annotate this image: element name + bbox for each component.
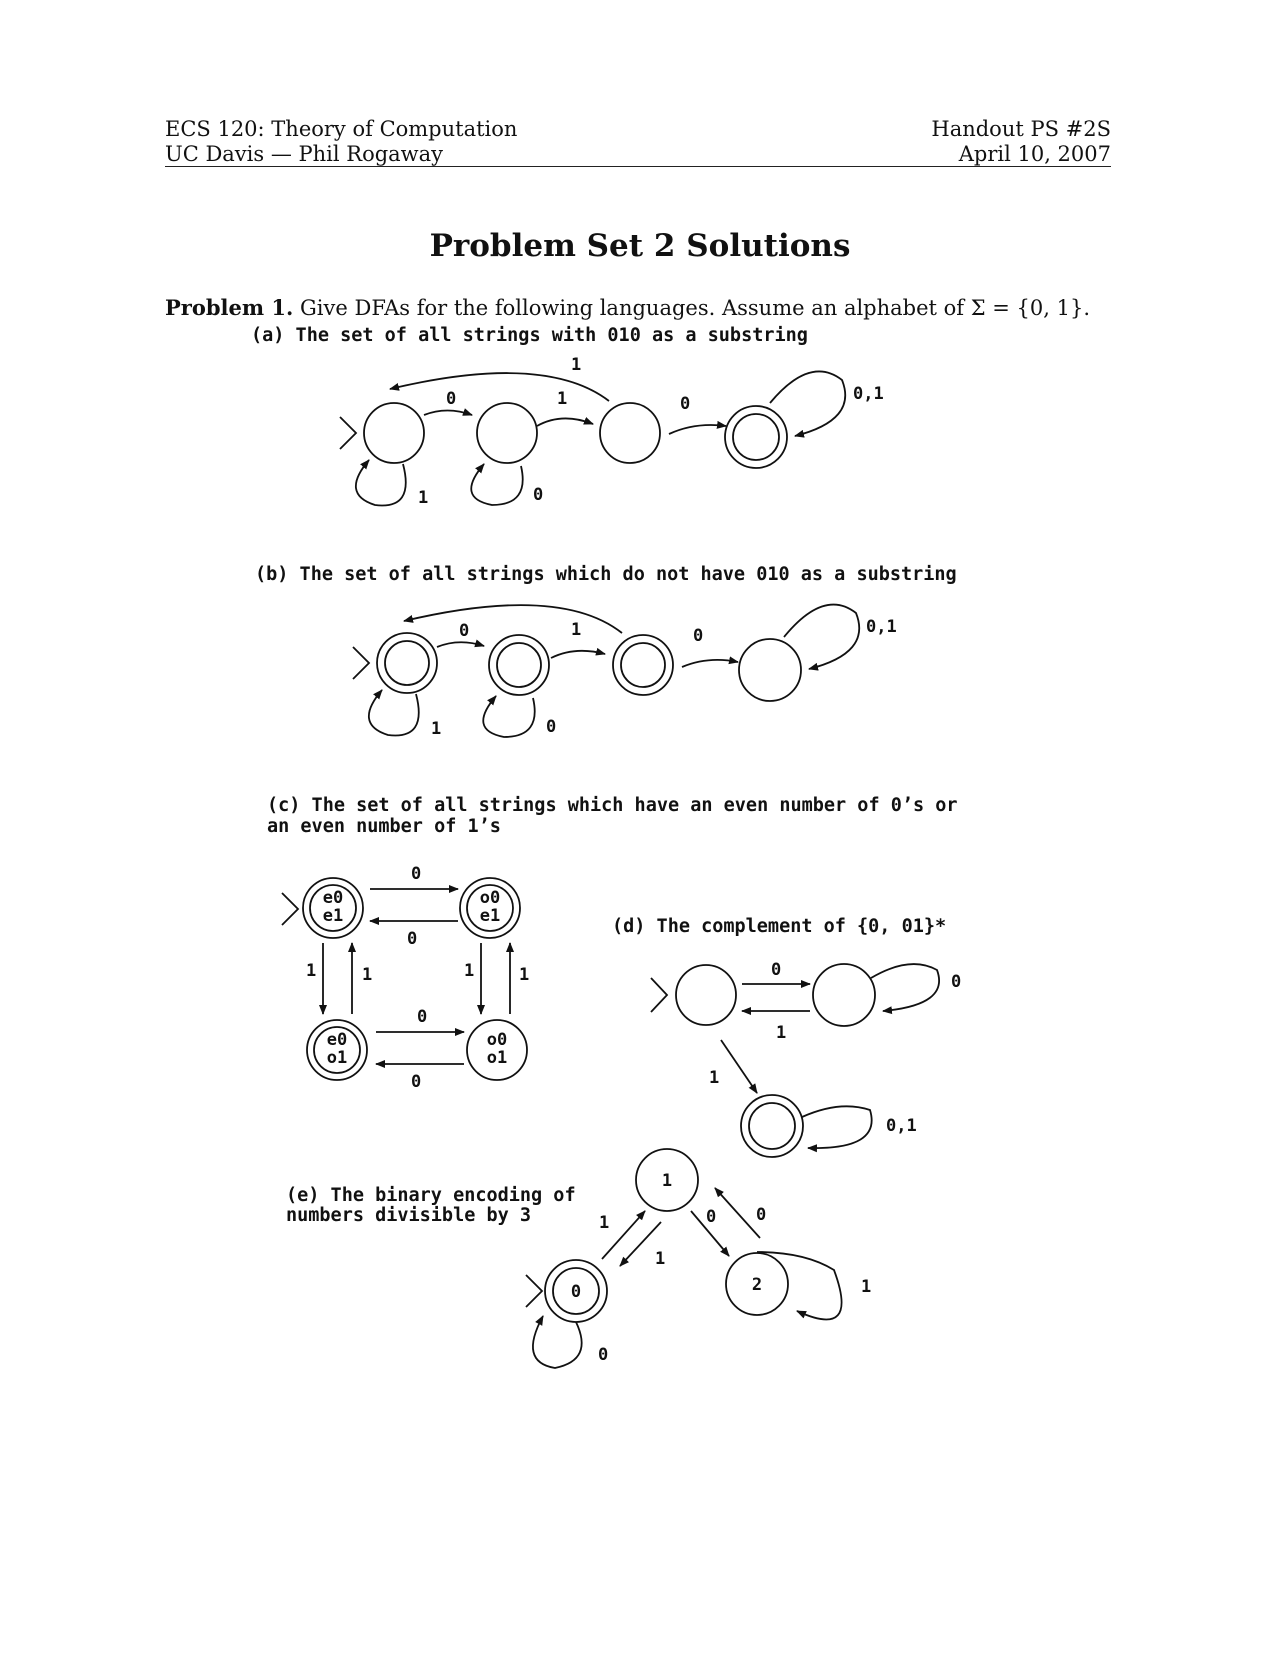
edge-b2-b3 xyxy=(682,660,738,667)
instructor-line: UC Davis — Phil Rogaway xyxy=(165,142,444,166)
problem-1-text: Give DFAs for the following languages. Assume an alphabet of Σ = {0, 1}. xyxy=(300,296,1091,320)
caption-b: (b) The set of all strings which do not have 010 as a substring xyxy=(255,564,957,585)
label-a2-a0: 1 xyxy=(571,355,582,375)
edge-q2-q1 xyxy=(715,1188,760,1238)
loop-q0 xyxy=(533,1316,582,1368)
label-loop-b3: 0,1 xyxy=(866,617,897,637)
state-a0 xyxy=(364,403,424,463)
label-b2-b3: 0 xyxy=(693,626,704,646)
label-edge: 1 xyxy=(709,1068,720,1088)
state-a2 xyxy=(600,403,660,463)
start-arrow xyxy=(353,647,369,679)
dfa-e xyxy=(526,1149,871,1368)
label-loop-q2: 1 xyxy=(861,1277,872,1297)
label-o1: o1 xyxy=(486,1048,508,1068)
label-loop-a3: 0,1 xyxy=(853,384,884,404)
dfa-a xyxy=(340,355,884,508)
handout-number: Handout PS #2S xyxy=(931,117,1111,141)
dfa-c xyxy=(282,864,529,1092)
label-loop-d2: 0,1 xyxy=(886,1116,917,1136)
state-b1-accept xyxy=(489,635,549,695)
dfa-b xyxy=(353,605,897,739)
label-e1: e1 xyxy=(479,906,501,926)
label-a0-a1: 0 xyxy=(446,389,457,409)
label-loop-q0: 0 xyxy=(598,1345,609,1365)
caption-c-line2: an even number of 1’s xyxy=(267,816,501,837)
label-loop-d1: 0 xyxy=(951,972,962,992)
label-edge: 0 xyxy=(411,864,422,884)
loop-b3 xyxy=(784,605,859,669)
loop-d2 xyxy=(802,1106,872,1148)
label-e0: e0 xyxy=(322,888,344,908)
loop-a3 xyxy=(770,371,845,436)
label-edge: 1 xyxy=(519,965,530,985)
label-edge: 1 xyxy=(599,1213,610,1233)
edge-a2-a3 xyxy=(669,425,726,434)
page-title: Problem Set 2 Solutions xyxy=(429,228,851,264)
loop-q2 xyxy=(757,1252,842,1319)
label-edge: 0 xyxy=(771,960,782,980)
dfa-d xyxy=(651,960,961,1157)
label-o0: o0 xyxy=(479,888,501,908)
loop-a1 xyxy=(471,464,522,505)
label-loop-b1: 0 xyxy=(546,717,557,737)
label-q0: 0 xyxy=(570,1282,582,1302)
label-edge: 0 xyxy=(417,1007,428,1027)
state-a3-accept-inner xyxy=(733,414,779,460)
edge-b2-b0 xyxy=(404,605,622,633)
state-b3-dead xyxy=(739,639,801,701)
label-edge: 1 xyxy=(306,961,317,981)
start-arrow xyxy=(340,417,356,449)
handout-date: April 10, 2007 xyxy=(958,142,1111,166)
caption-c-line1: (c) The set of all strings which have an even number of 0’s or xyxy=(267,795,958,816)
label-edge: 0 xyxy=(706,1207,717,1227)
label-o1: o1 xyxy=(326,1048,348,1068)
label-o0: o0 xyxy=(486,1030,508,1050)
edge-a2-a0 xyxy=(390,373,609,401)
label-edge: 1 xyxy=(362,965,373,985)
state-d2-accept xyxy=(741,1095,803,1157)
label-a1-a2: 1 xyxy=(557,389,568,409)
state-b2-accept xyxy=(613,635,673,695)
edge-a1-a2 xyxy=(537,418,593,426)
state-b0-accept xyxy=(377,633,437,693)
course-title: ECS 120: Theory of Computation xyxy=(165,117,518,141)
caption-a: (a) The set of all strings with 010 as a substring xyxy=(251,325,808,346)
edge-a0-a1 xyxy=(424,411,472,416)
edge-b1-b2 xyxy=(551,651,605,658)
label-q1: 1 xyxy=(661,1171,673,1191)
state-d1 xyxy=(813,964,875,1026)
start-arrow xyxy=(526,1275,542,1307)
loop-b0 xyxy=(369,690,419,735)
loop-b1 xyxy=(483,696,534,737)
edge-b0-b1 xyxy=(437,642,484,647)
label-edge: 0 xyxy=(756,1205,767,1225)
label-loop-a0: 1 xyxy=(418,488,429,508)
loop-d1 xyxy=(871,964,939,1011)
label-edge: 1 xyxy=(655,1249,666,1269)
label-edge: 0 xyxy=(411,1072,422,1092)
caption-e-line2: numbers divisible by 3 xyxy=(286,1205,532,1226)
edge-d0-d2 xyxy=(721,1040,757,1093)
loop-a0 xyxy=(356,460,406,505)
label-edge: 0 xyxy=(407,929,418,949)
state-a3-accept xyxy=(725,406,787,468)
start-arrow xyxy=(651,978,667,1012)
state-a1 xyxy=(477,403,537,463)
start-arrow xyxy=(282,893,298,925)
label-e0: e0 xyxy=(326,1030,348,1050)
label-b1-b2: 1 xyxy=(571,620,582,640)
label-loop-b0: 1 xyxy=(431,719,442,739)
label-loop-a1: 0 xyxy=(533,485,544,505)
caption-e-line1: (e) The binary encoding of xyxy=(286,1185,576,1206)
caption-d: (d) The complement of {0, 01}* xyxy=(612,916,947,937)
label-edge: 1 xyxy=(776,1023,787,1043)
label-a2-a3: 0 xyxy=(680,394,691,414)
label-q2: 2 xyxy=(751,1275,763,1295)
label-edge: 1 xyxy=(464,961,475,981)
label-e1: e1 xyxy=(322,906,344,926)
label-b0-b1: 0 xyxy=(459,621,470,641)
state-d0 xyxy=(676,965,736,1025)
problem-1-label: Problem 1. xyxy=(165,295,294,320)
